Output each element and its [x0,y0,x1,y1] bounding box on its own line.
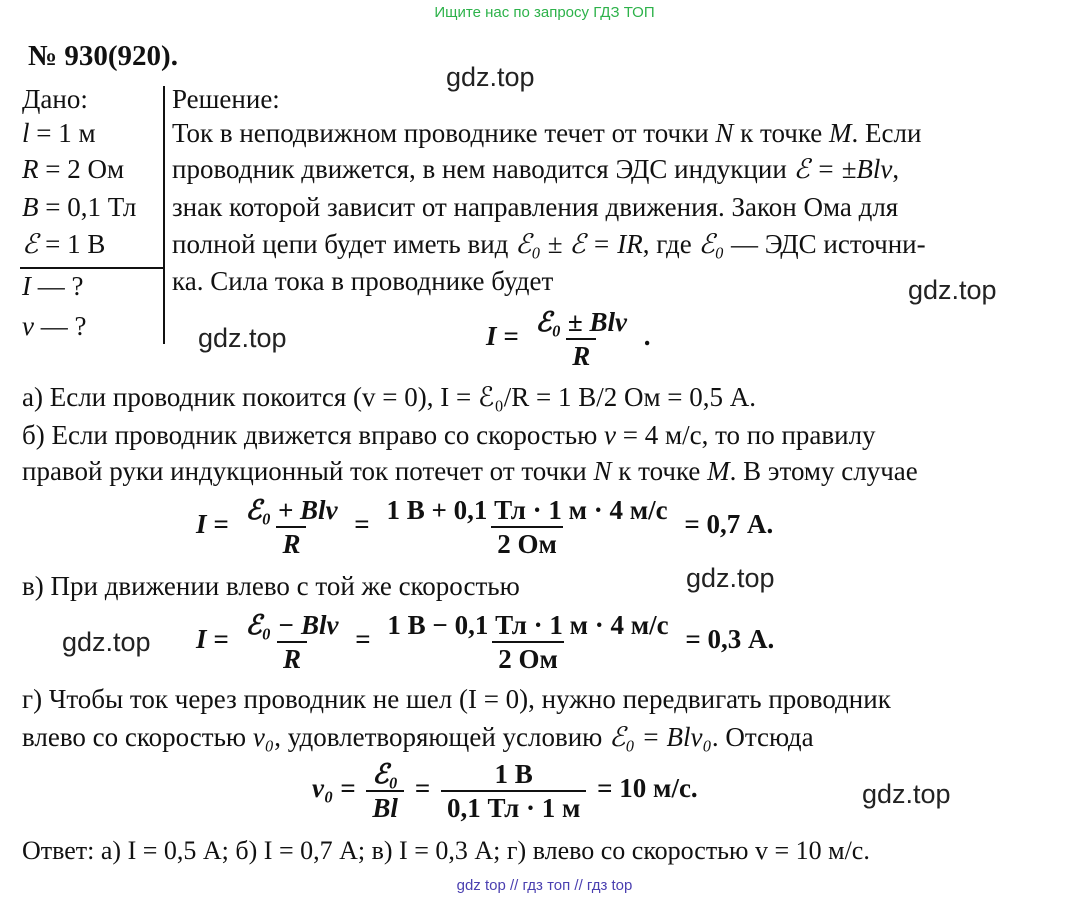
formula-case-d: v₀ = $\frac{\text{ℰ₀}}{Bl}$ = $\frac{1 В}{0,1 Тл \cdot 1 м}$ = 10 м/с. [312,759,698,823]
case-b-line: б) Если проводник движется вправо со скоростью v = 4 м/с, то по правилу [22,420,876,450]
solution-line: Ток в неподвижном проводнике течет от точки N к точке M. Если [172,118,922,148]
case-d-line: влево со скоростью v₀, удовлетворяющей условию ℰ₀ = Blv₀. Отсюда [22,722,814,752]
solution-heading: Решение: [172,84,280,114]
top-banner-text: Ищите нас по запросу ГДЗ ТОП [434,4,655,21]
watermark: gdz.top [446,62,535,92]
formula-current: I = $\frac{\text{ℰ₀ ± Blv}}{R}$ . [486,307,651,371]
find-current: I — ? [22,271,84,301]
given-emf: ℰ = 1 В [22,229,106,259]
problem-title: № 930(920). [28,40,178,72]
answer-line: Ответ: а) I = 0,5 А; б) I = 0,7 А; в) I = 0,3 А; г) влево со скоростью v = 10 м/с. [22,836,870,865]
case-c: в) При движении влево с той же скоростью [22,571,520,601]
solution-line: полной цепи будет иметь вид ℰ₀ ± ℰ = IR, где ℰ₀ — ЭДС источни- [172,229,926,259]
bottom-banner-text: gdz top // гдз топ // гдз top [456,877,633,894]
solution-line: проводник движется, в нем наводится ЭДС индукции ℰ = ±Blv, [172,154,900,184]
solution-line: знак которой зависит от направления движения. Закон Ома для [172,192,899,222]
case-b-line: правой руки индукционный ток потечет от точки N к точке M. В этому случае [22,456,918,486]
case-a: а) Если проводник покоится (v = 0), I = ℰ₀/R = 1 В/2 Ом = 0,5 А. [22,382,757,412]
watermark: gdz.top [686,563,775,593]
find-velocity: v — ? [22,311,87,341]
given-resistance: R = 2 Ом [22,154,125,184]
watermark: gdz.top [198,323,287,353]
given-induction: B = 0,1 Тл [22,192,137,222]
given-heading: Дано: [22,84,88,114]
given-divider-horizontal [20,267,164,269]
formula-case-b: I = $\frac{\text{ℰ₀ + Blv}}{R}$ = $\frac{1 В + 0,1 Тл \cdot 1 м \cdot 4 м/с}{2 Ом}$ = 0,7 А. [196,495,774,559]
given-divider-vertical [163,86,165,344]
formula-case-c: I = $\frac{\text{ℰ₀ − Blv}}{R}$ = $\frac{1 В - 0,1 Тл \cdot 1 м \cdot 4 м/с}{2 Ом}$ = 0,3 А. [196,610,775,674]
watermark: gdz.top [908,275,997,305]
watermark: gdz.top [862,779,951,809]
case-d-line: г) Чтобы ток через проводник не шел (I = 0), нужно передвигать проводник [22,684,891,714]
given-length: l = 1 м [22,118,96,148]
watermark: gdz.top [62,627,151,657]
solution-line: ка. Сила тока в проводнике будет [172,266,554,296]
